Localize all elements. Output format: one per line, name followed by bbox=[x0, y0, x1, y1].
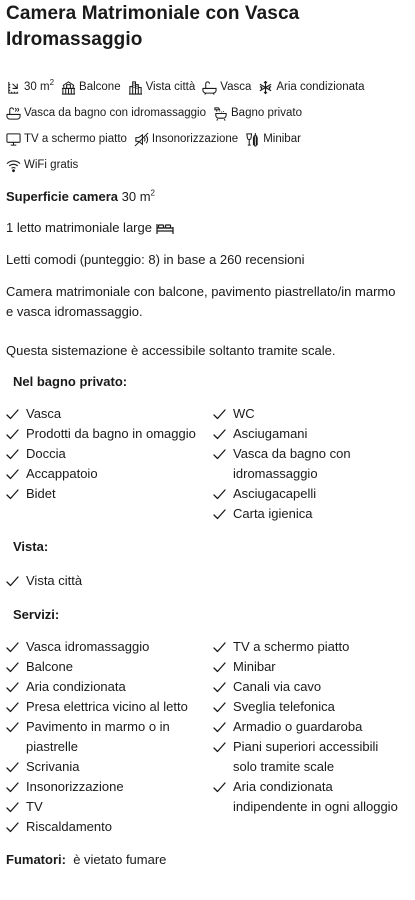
checkmark-icon bbox=[213, 721, 226, 734]
city-view-icon bbox=[128, 80, 143, 95]
room-size-value: 30 $m^2$ bbox=[121, 188, 155, 204]
checkmark-icon bbox=[6, 701, 19, 714]
list-item bbox=[213, 424, 403, 444]
checkmark-icon bbox=[6, 761, 19, 774]
list-item bbox=[213, 404, 403, 424]
list-item bbox=[6, 424, 213, 444]
smoking-value: è vietato fumare bbox=[73, 852, 167, 867]
bathroom-list bbox=[6, 404, 415, 524]
wifi-icon bbox=[6, 158, 21, 173]
minibar-icon bbox=[245, 132, 260, 147]
facility-air-conditioning: Aria condizionata bbox=[258, 80, 364, 95]
snowflake-icon bbox=[258, 80, 273, 95]
facility-tv: TV a schermo piatto bbox=[6, 132, 127, 147]
facility-bathtub: Vasca bbox=[202, 80, 251, 95]
room-description: Camera matrimoniale con balcone, pavimento piastrellato/in marmo e vasca idromassaggio. bbox=[6, 284, 396, 319]
view-heading: Vista: bbox=[13, 539, 49, 554]
list-item bbox=[213, 777, 403, 817]
list-item-label: Aria condizionata indipendente in ogni alloggio bbox=[233, 779, 398, 814]
list-item-label: Vasca da bagno con idromassaggio bbox=[233, 446, 351, 481]
checkmark-icon bbox=[6, 468, 19, 481]
facility-room-size: 30 $m^2$ bbox=[6, 80, 54, 95]
list-item-label: Aria condizionata bbox=[26, 679, 126, 694]
facility-soundproof: Insonorizzazione bbox=[134, 132, 238, 147]
checkmark-icon bbox=[6, 681, 19, 694]
facility-city-view: Vista città bbox=[128, 80, 196, 95]
bathroom-list-right bbox=[213, 404, 403, 524]
checkmark-icon bbox=[213, 408, 226, 421]
checkmark-icon bbox=[6, 641, 19, 654]
accessibility-note: Questa sistemazione è accessibile soltanto tramite scale. bbox=[6, 343, 336, 358]
list-item bbox=[213, 697, 403, 717]
double-bed-icon bbox=[156, 221, 174, 235]
list-item bbox=[213, 637, 403, 657]
list-item bbox=[6, 657, 213, 677]
room-size-label: Superficie camera bbox=[6, 189, 119, 204]
facility-private-bathroom: Bagno privato bbox=[213, 106, 302, 121]
list-item-label: Vista città bbox=[26, 573, 83, 588]
list-item-label: Pavimento in marmo o in piastrelle bbox=[26, 719, 170, 754]
list-item-label: Prodotti da bagno in omaggio bbox=[26, 426, 196, 441]
checkmark-icon bbox=[213, 741, 226, 754]
list-item-label: Canali via cavo bbox=[233, 679, 322, 694]
list-item bbox=[6, 817, 213, 837]
list-item bbox=[213, 657, 403, 677]
list-item-label: TV bbox=[26, 799, 43, 814]
checkmark-icon bbox=[6, 661, 19, 674]
list-item bbox=[6, 444, 213, 464]
list-item bbox=[213, 444, 403, 484]
list-item-label: Insonorizzazione bbox=[26, 779, 124, 794]
list-item-label: Presa elettrica vicino al letto bbox=[26, 699, 188, 714]
checkmark-icon bbox=[213, 448, 226, 461]
soundproof-icon bbox=[134, 132, 149, 147]
checkmark-icon bbox=[6, 448, 19, 461]
bed-text: 1 letto matrimoniale large bbox=[6, 220, 152, 235]
smoking-label: Fumatori: bbox=[6, 852, 66, 867]
list-item bbox=[213, 484, 403, 504]
balcony-icon bbox=[61, 80, 76, 95]
list-item bbox=[6, 637, 213, 657]
bed-comfort-rating: Letti comodi (punteggio: 8) in base a 260 recensioni bbox=[6, 252, 305, 267]
list-item-label: Riscaldamento bbox=[26, 819, 112, 834]
list-item-label: Scrivania bbox=[26, 759, 80, 774]
tv-icon bbox=[6, 132, 21, 147]
hot-tub-icon bbox=[6, 106, 21, 121]
facility-hot-tub: Vasca da bagno con idromassaggio bbox=[6, 106, 206, 121]
list-item-label: Armadio o guardaroba bbox=[233, 719, 363, 734]
list-item bbox=[213, 677, 403, 697]
checkmark-icon bbox=[6, 721, 19, 734]
checkmark-icon bbox=[6, 821, 19, 834]
list-item-label: WC bbox=[233, 406, 255, 421]
facility-balcony: Balcone bbox=[61, 80, 121, 95]
list-item bbox=[6, 571, 415, 591]
list-item bbox=[213, 737, 403, 777]
bathroom-heading: Nel bagno privato: bbox=[13, 374, 128, 389]
room-size-icon bbox=[6, 80, 21, 95]
list-item-label: Vasca bbox=[26, 406, 62, 421]
list-item bbox=[213, 717, 403, 737]
list-item-label: Carta igienica bbox=[233, 506, 313, 521]
list-item-label: Piani superiori accessibili solo tramite scale bbox=[233, 739, 379, 774]
view-list bbox=[6, 571, 415, 591]
checkmark-icon bbox=[6, 801, 19, 814]
list-item-label: Balcone bbox=[26, 659, 73, 674]
list-item-label: Accappatoio bbox=[26, 466, 98, 481]
checkmark-icon bbox=[213, 641, 226, 654]
services-list-right bbox=[213, 637, 403, 837]
list-item bbox=[6, 757, 213, 777]
facility-minibar: Minibar bbox=[245, 132, 301, 147]
list-item bbox=[6, 484, 213, 504]
list-item-label: Asciugamani bbox=[233, 426, 308, 441]
list-item-label: Sveglia telefonica bbox=[233, 699, 335, 714]
list-item-label: Bidet bbox=[26, 486, 56, 501]
list-item-label: Doccia bbox=[26, 446, 66, 461]
room-size bbox=[6, 187, 415, 207]
services-list bbox=[6, 637, 415, 837]
list-item-label: Vasca idromassaggio bbox=[26, 639, 150, 654]
checkmark-icon bbox=[213, 661, 226, 674]
facility-wifi: WiFi gratis bbox=[6, 158, 78, 173]
facility-list bbox=[6, 74, 415, 178]
room-title: Camera Matrimoniale con Vasca Idromassaggio bbox=[6, 3, 300, 50]
checkmark-icon bbox=[6, 488, 19, 501]
list-item-label: Minibar bbox=[233, 659, 276, 674]
list-item-label: Asciugacapelli bbox=[233, 486, 317, 501]
checkmark-icon bbox=[213, 781, 226, 794]
smoking-policy bbox=[6, 850, 415, 870]
list-item bbox=[6, 717, 213, 757]
services-list-left bbox=[6, 637, 213, 837]
services-heading: Servizi: bbox=[13, 607, 60, 622]
list-item-label: TV a schermo piatto bbox=[233, 639, 350, 654]
list-item bbox=[213, 504, 403, 524]
list-item bbox=[6, 677, 213, 697]
list-item bbox=[6, 777, 213, 797]
bed-info bbox=[6, 218, 415, 238]
checkmark-icon bbox=[213, 508, 226, 521]
checkmark-icon bbox=[213, 488, 226, 501]
list-item bbox=[6, 697, 213, 717]
private-bathroom-icon bbox=[213, 106, 228, 121]
checkmark-icon bbox=[6, 575, 19, 588]
checkmark-icon bbox=[213, 428, 226, 441]
bathroom-list-left bbox=[6, 404, 213, 524]
list-item bbox=[6, 797, 213, 817]
list-item bbox=[6, 464, 213, 484]
checkmark-icon bbox=[6, 428, 19, 441]
checkmark-icon bbox=[6, 408, 19, 421]
checkmark-icon bbox=[213, 701, 226, 714]
bathtub-icon bbox=[202, 80, 217, 95]
checkmark-icon bbox=[213, 681, 226, 694]
checkmark-icon bbox=[6, 781, 19, 794]
list-item bbox=[6, 404, 213, 424]
